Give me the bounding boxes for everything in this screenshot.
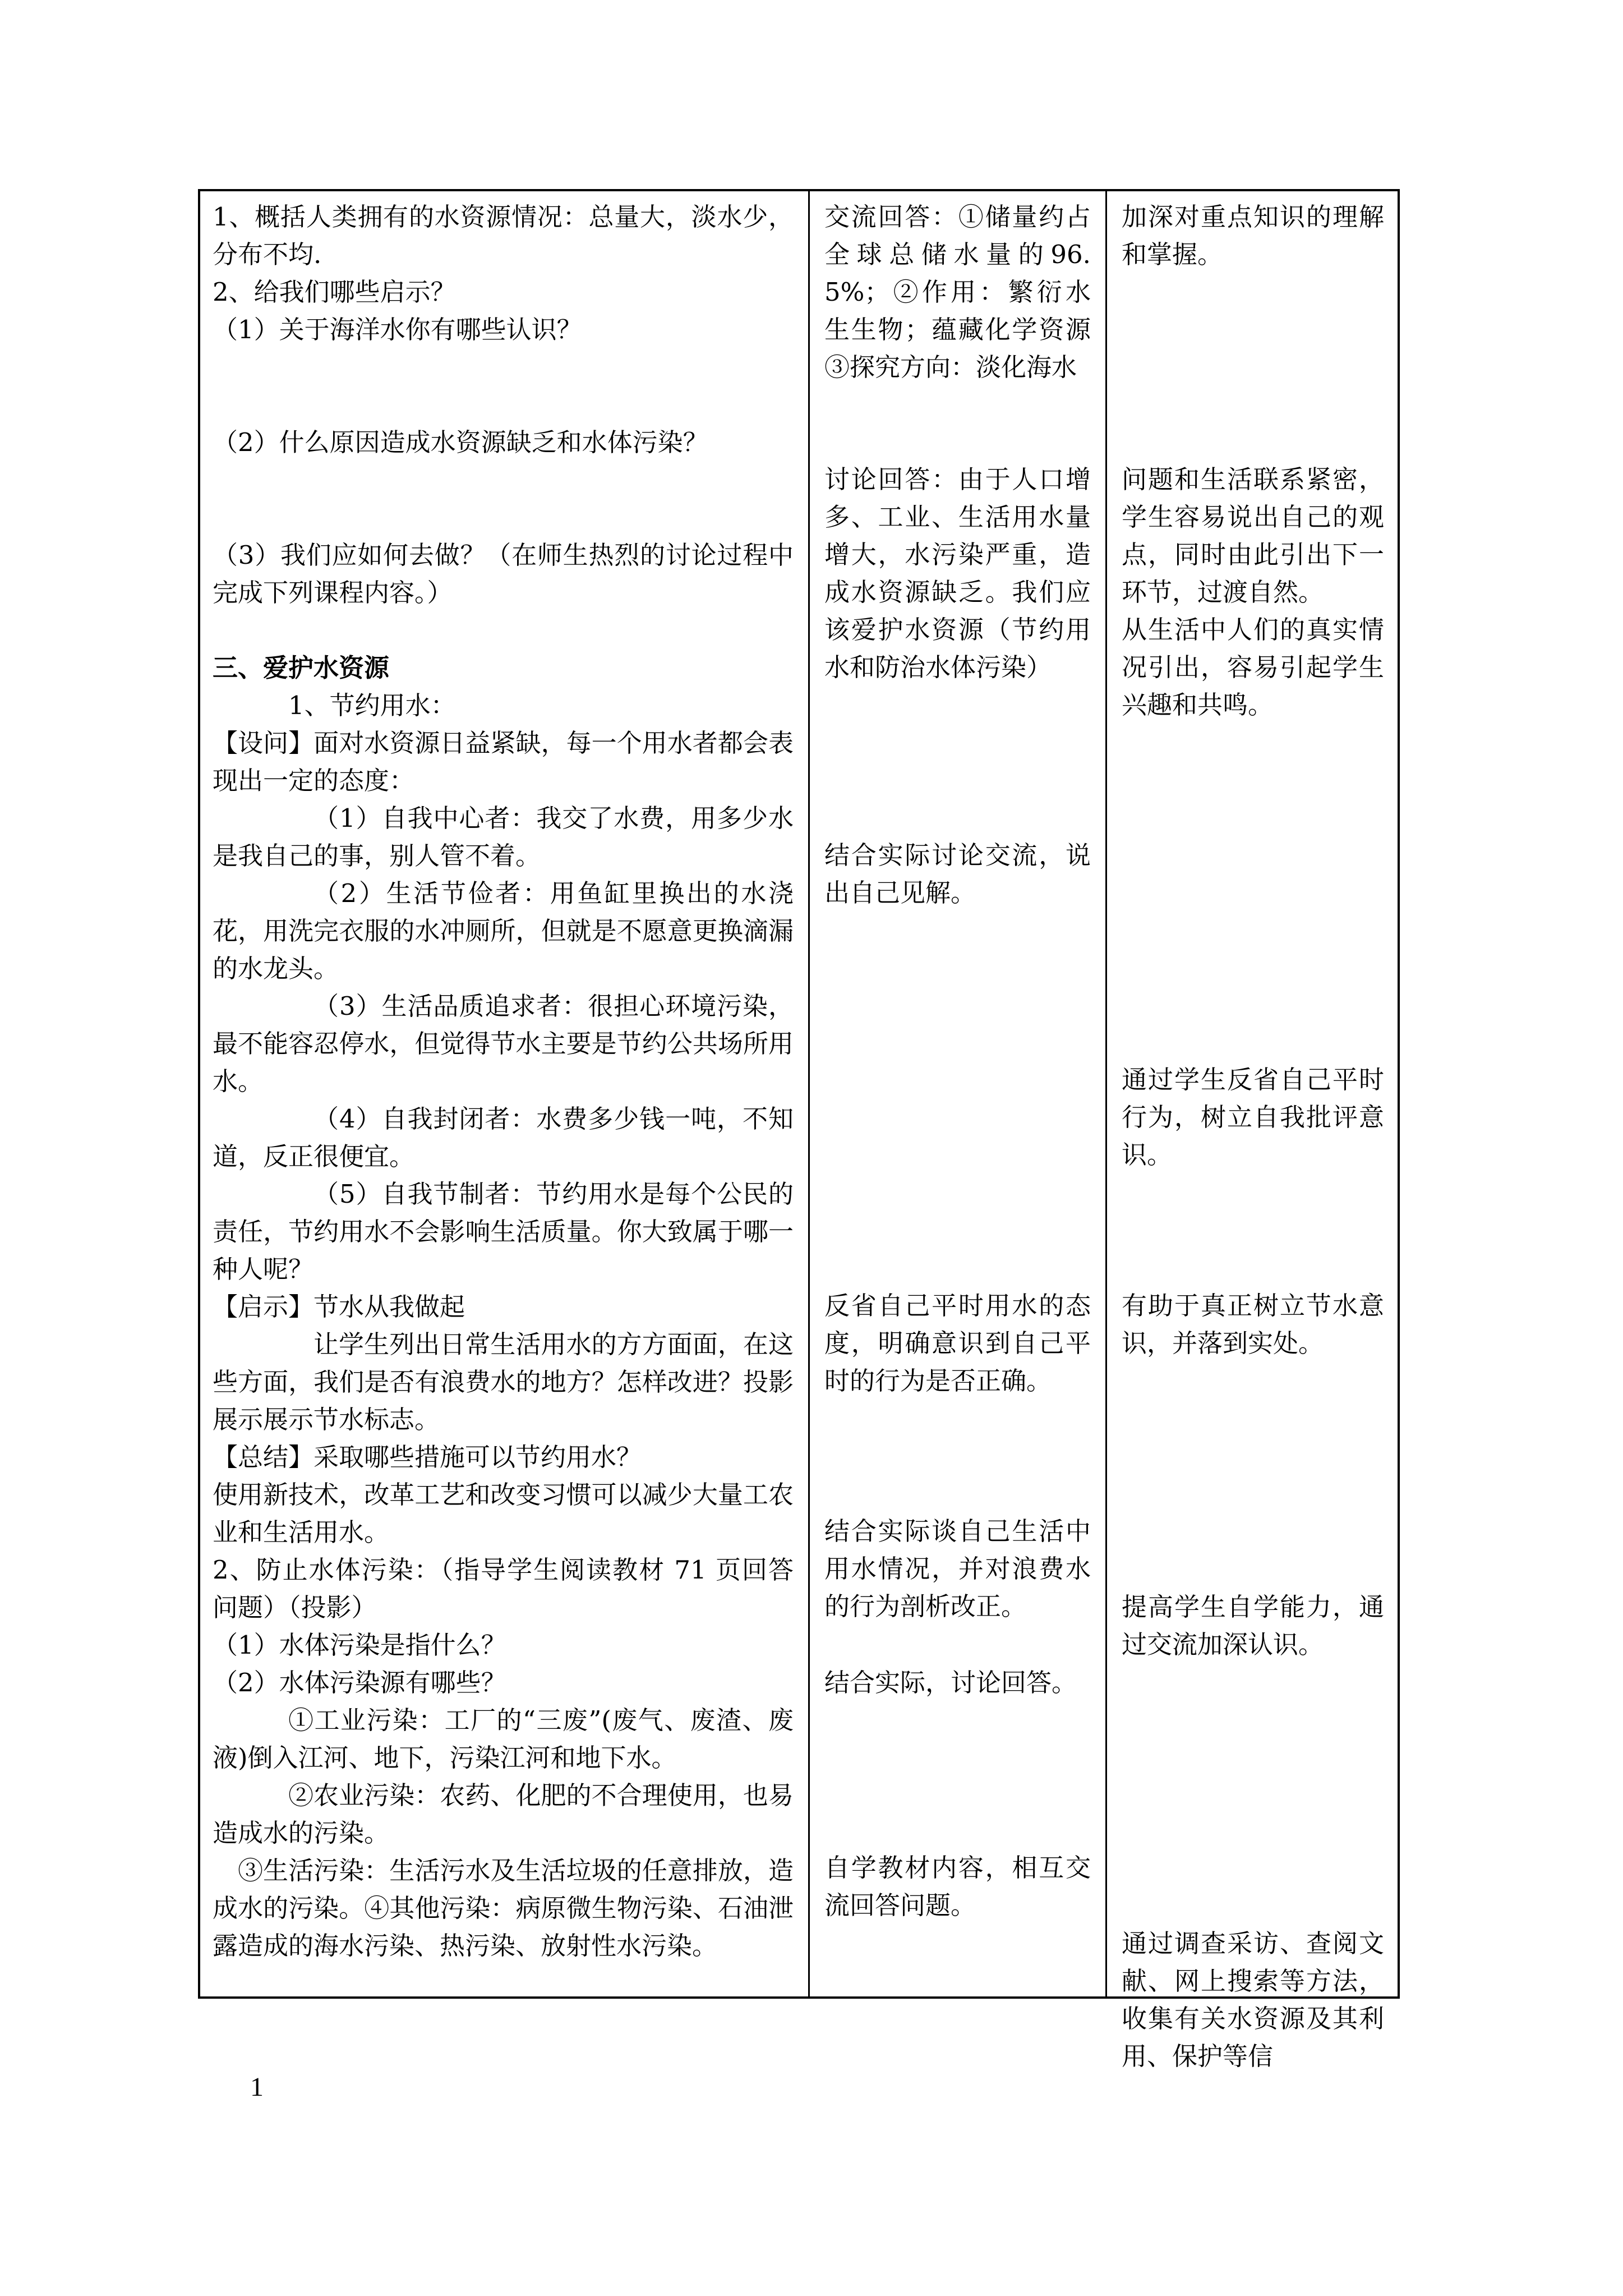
content-paragraph: 让学生列出日常生活用水的方方面面，在这些方面，我们是否有浪费水的地方？怎样改进？投影展示展示节水标志。 — [213, 1329, 794, 1434]
content-paragraph: 【设问】面对水资源日益紧缺，每一个用水者都会表现出一定的态度： — [213, 728, 794, 795]
content-paragraph: 2、防止水体污染：（指导学生阅读教材 71 页回答问题）（投影） — [213, 1555, 794, 1622]
activity-paragraph: 交流回答：①储量约占全球总储水量的96.5%；②作用：繁衍水生生物；蕴藏化学资源③探究方向：淡化海水 — [824, 202, 1091, 382]
lesson-table — [198, 189, 1400, 2071]
activity-paragraph: 结合实际谈自己生活中用水情况，并对浪费水的行为剖析改正。 — [824, 1516, 1091, 1621]
activity-paragraph: 讨论回答：由于人口增多、工业、生活用水量增大，水污染严重，造成水资源缺乏。我们应该爱护水资源（节约用水和防治水体污染） — [824, 464, 1091, 682]
content-paragraph: ②农业污染：农药、化肥的不合理使用，也易造成水的污染。 — [213, 1780, 794, 1848]
teaching-content-column — [200, 191, 808, 1996]
content-paragraph: （2）生活节俭者：用鱼缸里换出的水浇花，用洗完衣服的水冲厕所，但就是不愿意更换滴漏的水龙头。 — [213, 878, 794, 983]
content-paragraph: （3）生活品质追求者：很担心环境污染，最不能容忍停水，但觉得节水主要是节约公共场所用水。 — [213, 991, 794, 1096]
content-paragraph: 2、给我们哪些启示？ — [213, 277, 456, 307]
content-paragraph: （1）自我中心者：我交了水费，用多少水是我自己的事，别人管不着。 — [213, 803, 794, 871]
content-paragraph: （1）水体污染是指什么？ — [213, 1630, 506, 1660]
content-paragraph: （1）关于海洋水你有哪些认识？ — [213, 315, 582, 344]
section-heading: 三、爱护水资源 — [213, 653, 390, 683]
intent-paragraph: 通过调查采访、查阅文献、网上搜索等方法，收集有关水资源及其利用、保护等信 — [1122, 1929, 1384, 2071]
intent-paragraph: 通过学生反省自己平时行为，树立自我批评意识。 — [1122, 1065, 1384, 1170]
design-intent-column — [1105, 191, 1398, 2071]
content-paragraph: （3）我们应如何去做？（在师生热烈的讨论过程中完成下列课程内容。） — [213, 540, 794, 608]
content-paragraph: 【总结】采取哪些措施可以节约用水？ — [213, 1442, 642, 1472]
intent-paragraph: 提高学生自学能力，通过交流加深认识。 — [1122, 1592, 1384, 1659]
activity-paragraph: 反省自己平时用水的态度，明确意识到自己平时的行为是否正确。 — [824, 1291, 1091, 1396]
page-number: 1 — [250, 2072, 264, 2102]
intent-paragraph: 加深对重点知识的理解和掌握。 — [1122, 202, 1384, 269]
content-paragraph: 1、概括人类拥有的水资源情况：总量大，淡水少，分布不均. — [213, 202, 794, 269]
content-paragraph: ①工业污染：工厂的“三废”(废气、废渣、废液)倒入江河、地下，污染江河和地下水。 — [213, 1705, 794, 1773]
intent-paragraph: 有助于真正树立节水意识，并落到实处。 — [1122, 1291, 1384, 1358]
content-paragraph: （2）水体污染源有哪些？ — [213, 1668, 506, 1697]
activity-paragraph: 结合实际讨论交流，说出自己见解。 — [824, 840, 1091, 908]
content-paragraph: 使用新技术，改革工艺和改变习惯可以减少大量工农业和生活用水。 — [213, 1480, 794, 1547]
content-paragraph: （2）什么原因造成水资源缺乏和水体污染？ — [213, 427, 708, 457]
student-activity-column — [808, 191, 1105, 1996]
intent-paragraph: 从生活中人们的真实情况引出，容易引起学生兴趣和共鸣。 — [1122, 615, 1384, 720]
content-paragraph: ③生活污染：生活污水及生活垃圾的任意排放，造成水的污染。④其他污染：病原微生物污染、石油泄露造成的海水污染、热污染、放射性水污染。 — [213, 1856, 794, 1961]
intent-paragraph: 问题和生活联系紧密，学生容易说出自己的观点，同时由此引出下一环节，过渡自然。 — [1122, 464, 1384, 607]
activity-paragraph: 结合实际，讨论回答。 — [824, 1668, 1077, 1697]
content-paragraph: 【启示】节水从我做起 — [213, 1292, 465, 1322]
activity-paragraph: 自学教材内容，相互交流回答问题。 — [824, 1853, 1091, 1920]
content-paragraph: （4）自我封闭者：水费多少钱一吨，不知道，反正很便宜。 — [213, 1104, 794, 1171]
content-paragraph: （5）自我节制者：节约用水是每个公民的责任，节约用水不会影响生活质量。你大致属于哪一种人呢？ — [213, 1179, 794, 1284]
content-paragraph: 1、节约用水： — [288, 691, 456, 720]
